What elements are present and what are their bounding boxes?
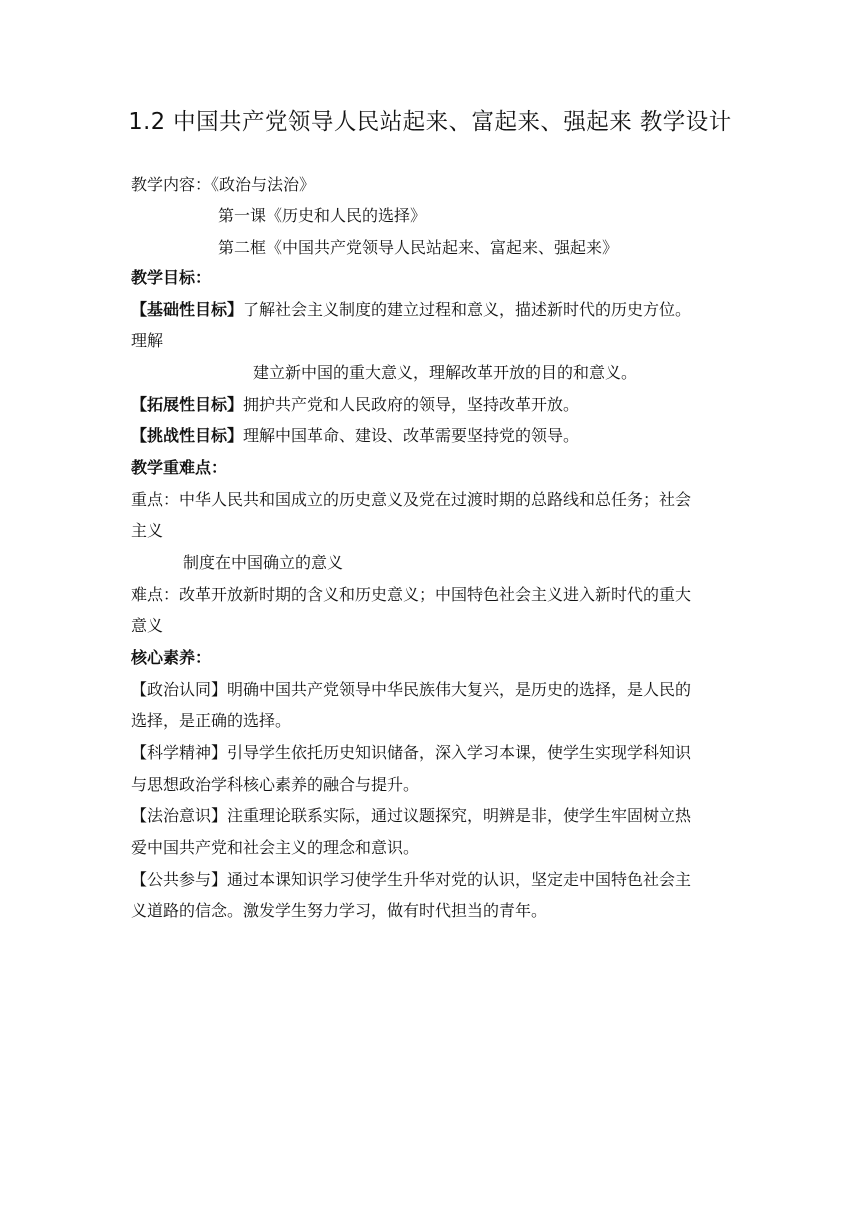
basic-objective-text-3: 建立新中国的重大意义，理解改革开放的目的和意义。 (253, 363, 638, 382)
scientific-spirit-text-1: 引导学生依托历史知识储备，深入学习本课，使学生实现学科知识 (227, 743, 692, 762)
scientific-spirit-line-1 (131, 743, 691, 763)
basic-objective-text-2: 理解 (131, 331, 164, 350)
public-participation-label: 【公共参与】 (131, 870, 228, 889)
difficult-point-line-1: 难点：改革开放新时期的含义和历史意义；中国特色社会主义进入新时代的重大 (131, 585, 692, 604)
political-identity-text-2: 选择，是正确的选择。 (131, 711, 292, 730)
extended-objective-line (131, 395, 579, 415)
key-points-heading: 教学重难点： (131, 458, 228, 477)
political-identity-label: 【政治认同】 (131, 680, 228, 699)
scientific-spirit-text-2: 与思想政治学科核心素养的融合与提升。 (131, 775, 420, 794)
public-participation-text-1: 通过本课知识学习使学生升华对党的认识，坚定走中国特色社会主 (227, 870, 692, 889)
difficult-point-line-2: 意义 (131, 616, 164, 635)
political-identity-text-1: 明确中国共产党领导中华民族伟大复兴，是历史的选择，是人民的 (227, 680, 692, 699)
political-identity-line-1 (131, 680, 691, 700)
literacy-heading: 核心素养： (131, 648, 212, 667)
key-point-line-1: 重点：中华人民共和国成立的历史意义及党在过渡时期的总路线和总任务；社会 (131, 490, 692, 509)
teaching-content-lesson: 第一课《历史和人民的选择》 (218, 206, 427, 225)
teaching-content-line (131, 175, 315, 195)
challenge-objective-label: 【挑战性目标】 (131, 426, 244, 445)
challenge-objective-line (131, 426, 579, 446)
rule-of-law-line-1 (131, 806, 691, 826)
extended-objective-text: 拥护共产党和人民政府的领导，坚持改革开放。 (243, 395, 580, 414)
public-participation-text-2: 义道路的信念。激发学生努力学习，做有时代担当的青年。 (131, 901, 548, 920)
teaching-content-book: 《政治与法治》 (211, 175, 316, 194)
basic-objective-line (131, 300, 691, 320)
teaching-content-label: 教学内容： (131, 175, 212, 194)
basic-objective-label: 【基础性目标】 (131, 300, 244, 319)
rule-of-law-text-1: 注重理论联系实际，通过议题探究，明辨是非，使学生牢固树立热 (227, 806, 692, 825)
objectives-heading: 教学目标： (131, 268, 212, 287)
basic-objective-text: 了解社会主义制度的建立过程和意义，描述新时代的历史方位。 (243, 300, 692, 319)
key-point-line-2: 主义 (131, 521, 164, 540)
scientific-spirit-label: 【科学精神】 (131, 743, 228, 762)
rule-of-law-text-2: 爱中国共产党和社会主义的理念和意识。 (131, 838, 420, 857)
extended-objective-label: 【拓展性目标】 (131, 395, 244, 414)
public-participation-line-1 (131, 870, 691, 890)
document-title: 1.2 中国共产党领导人民站起来、富起来、强起来 教学设计 (128, 109, 732, 135)
challenge-objective-text: 理解中国革命、建设、改革需要坚持党的领导。 (243, 426, 580, 445)
teaching-content-frame: 第二框《中国共产党领导人民站起来、富起来、强起来》 (218, 238, 619, 257)
rule-of-law-label: 【法治意识】 (131, 806, 228, 825)
key-point-line-3: 制度在中国确立的意义 (183, 553, 344, 572)
